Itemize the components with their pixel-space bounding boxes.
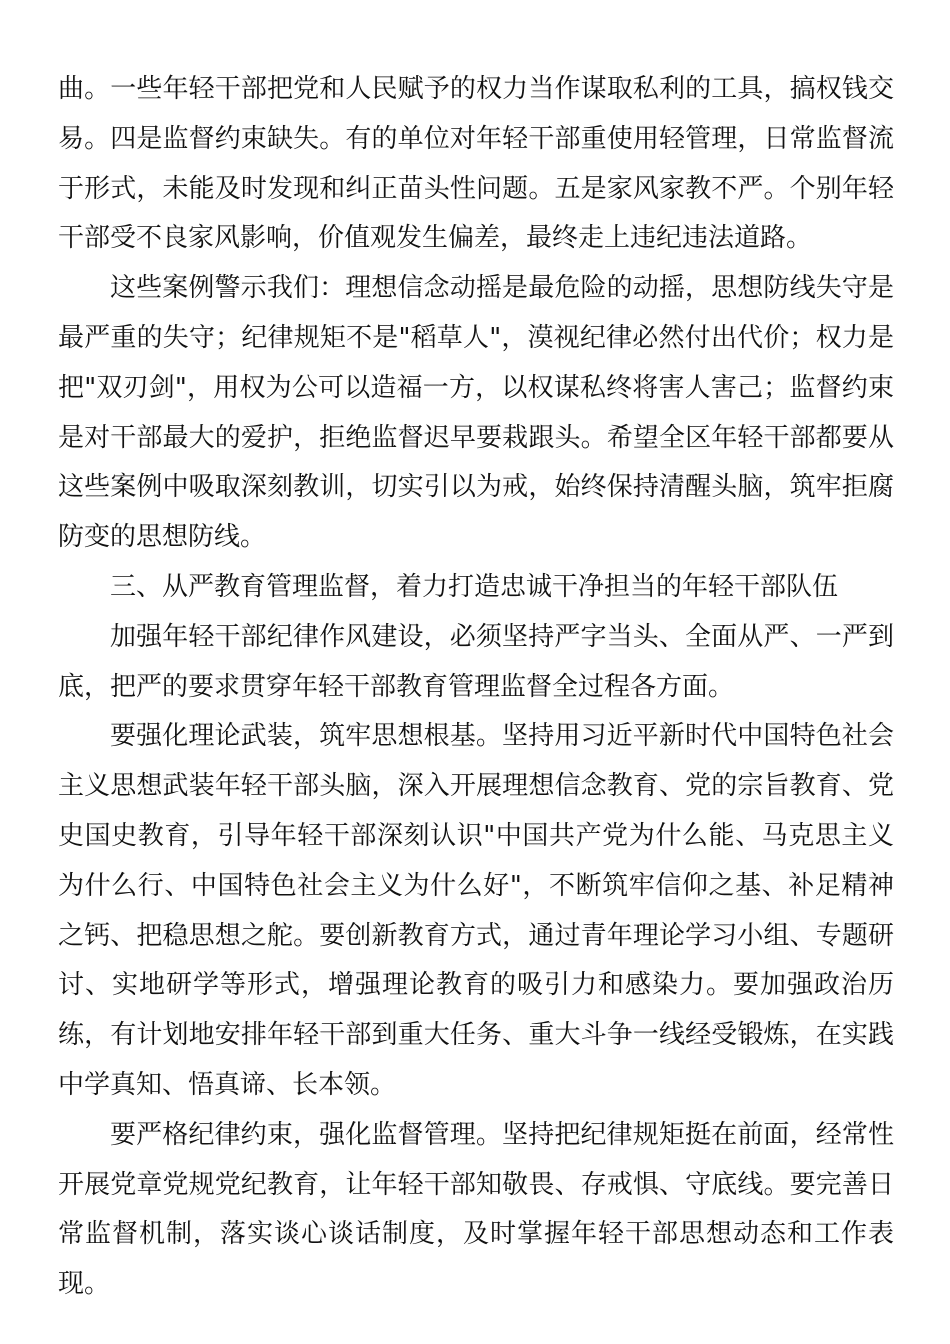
document-body bbox=[58, 65, 894, 1310]
paragraph-theory-arming: 要强化理论武装，筑牢思想根基。坚持用习近平新时代中国特色社会主义思想武装年轻干部头脑，深入开展理想信念教育、党的宗旨教育、党史国史教育，引导年轻干部深刻认识"中国共产党为什么能、马克思主义为什么行、中国特色社会主义为什么好"，不断筑牢信仰之基、补足精神之钙、把稳思想之舵。要创新教育方式，通过青年理论学习小组、专题研讨、实地研学等形式，增强理论教育的吸引力和感染力。要加强政治历练，有计划地安排年轻干部到重大任务、重大斗争一线经受锻炼，在实践中学真知、悟真谛、长本领。 bbox=[58, 721, 894, 1100]
section-heading-three: 三、从严教育管理监督，着力打造忠诚干净担当的年轻干部队伍 bbox=[110, 571, 839, 602]
paragraph-continuation: 曲。一些年轻干部把党和人民赋予的权力当作谋取私利的工具，搞权钱交易。四是监督约束缺失。有的单位对年轻干部重使用轻管理，日常监督流于形式，未能及时发现和纠正苗头性问题。五是家风家教不严。个别年轻干部受不良家风影响，价值观发生偏差，最终走上违纪违法道路。 bbox=[58, 74, 894, 254]
paragraph-strict-requirement: 加强年轻干部纪律作风建设，必须坚持严字当头、全面从严、一严到底，把严的要求贯穿年轻干部教育管理监督全过程各方面。 bbox=[58, 621, 894, 702]
paragraph-discipline-supervision: 要严格纪律约束，强化监督管理。坚持把纪律规矩挺在前面，经常性开展党章党规党纪教育，让年轻干部知敬畏、存戒惧、守底线。要完善日常监督机制，落实谈心谈话制度，及时掌握年轻干部思想动态和工作表现。 bbox=[58, 1119, 894, 1300]
paragraph-case-warning: 这些案例警示我们：理想信念动摇是最危险的动摇，思想防线失守是最严重的失守；纪律规矩不是"稻草人"，漠视纪律必然付出代价；权力是把"双刃剑"，用权为公可以造福一方，以权谋私终将害人害己；监督约束是对干部最大的爱护，拒绝监督迟早要栽跟头。希望全区年轻干部都要从这些案例中吸取深刻教训，切实引以为戒，始终保持清醒头脑，筑牢拒腐防变的思想防线。 bbox=[58, 273, 894, 553]
